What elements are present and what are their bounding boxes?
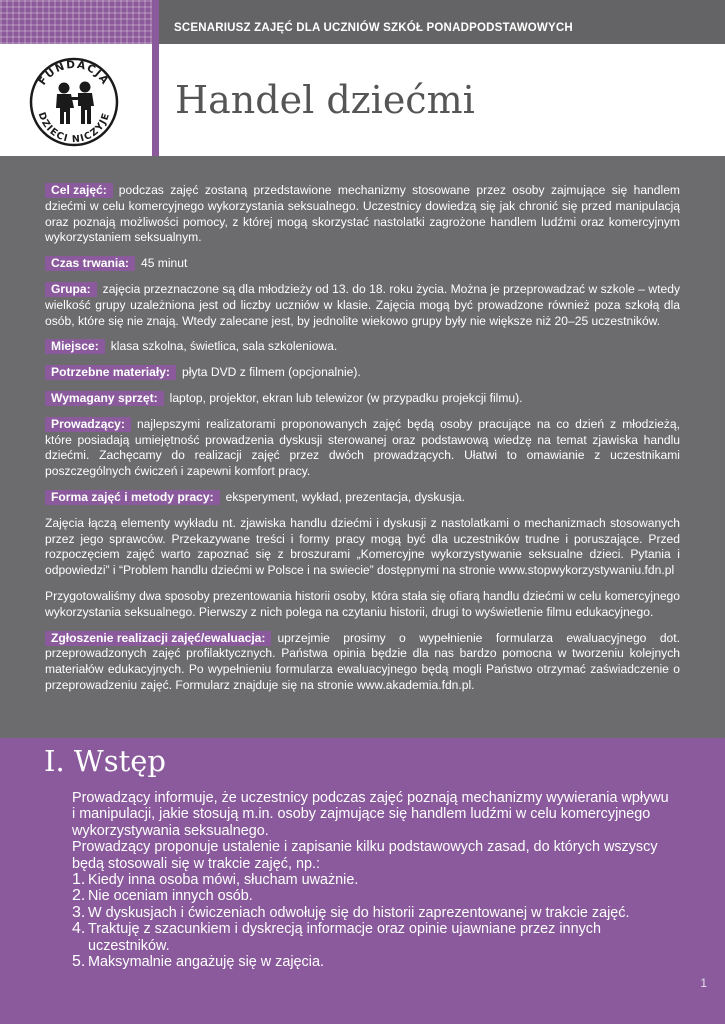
- list-item: [72, 921, 672, 954]
- czas-text: 45 minut: [140, 256, 188, 271]
- rule-number: 4.: [72, 920, 86, 938]
- cel-label: Cel zajęć:: [45, 183, 113, 198]
- sprzet-text: laptop, projektor, ekran lub telewizor (w przypadku projekcji filmu).: [169, 390, 523, 405]
- list-item: [72, 954, 672, 970]
- wstep-intro-1: Prowadzący informuje, że uczestnicy podczas zajęć poznają mechanizmy wywierania wpływu i manipulacji, jakie stosują m.in. osoby zajmujące się handlem ludźmi w celu komercyjnego wykorzystywania seksualnego.: [72, 790, 669, 839]
- sprzet-label: Wymagany sprzęt:: [45, 391, 164, 406]
- list-item: [72, 872, 672, 888]
- zgloszenie-text: uprzejmie prosimy o wypełnienie formularza ewaluacyjnego dot. przeprowadzonych zajęć profilaktycznych. Państwa opinia będzie dla nas bardzo pomocna w tworzeniu kolejnych materiałów edukacyjnych. Po wypełnieniu formularza ewaluacyjnego będą mogli Państwo otrzymać zaświadczenie o przeprowadzeniu zajęć. Formularz znajduje się na stronie www.akademia.fdn.pl.: [45, 630, 680, 692]
- logo-children-icon: [56, 82, 94, 125]
- miejsce-paragraph: [45, 339, 680, 355]
- grupa-label: Grupa:: [45, 282, 97, 297]
- forma-text: eksperyment, wykład, prezentacja, dyskusja.: [225, 489, 465, 504]
- page-number: 1: [700, 976, 707, 990]
- info-section: [0, 156, 725, 738]
- forma-label: Forma zajęć i metody pracy:: [45, 490, 220, 505]
- czas-paragraph: [45, 256, 680, 272]
- rule-text: W dyskusjach i ćwiczeniach odwołuję się do historii zaprezentowanej w trakcie zajęć.: [88, 904, 630, 921]
- header-subtitle: SCENARIUSZ ZAJĘĆ DLA UCZNIÓW SZKÓŁ PONADPODSTAWOWYCH: [174, 22, 573, 34]
- list-item: [72, 888, 672, 904]
- cel-paragraph: [45, 183, 680, 246]
- intro-paragraph: Zajęcia łączą elementy wykładu nt. zjawiska handlu dziećmi i dyskusji z nastolatkami o mechanizmach stosowanych przez jego sprawców. Przekazywane treści i formy pracy mogą być dla uczestników trudne i poruszające. Przed rozpoczęciem zajęć warto zapoznać się z broszurami „Komercyjne wykorzystywanie seksualne dzieci. Pytania i odpowiedzi” i “Problem handlu dziećmi w Polsce i na swiecie” dostępnymi na stronie www.stopwykorzystywaniu.fdn.pl: [45, 515, 680, 578]
- header-accent-bar: [152, 0, 159, 156]
- forma-paragraph: [45, 490, 680, 506]
- sprzet-paragraph: [45, 391, 680, 407]
- rules-list: [72, 872, 672, 970]
- czas-label: Czas trwania:: [45, 256, 135, 271]
- methods-paragraph: Przygotowaliśmy dwa sposoby prezentowania historii osoby, która stała się ofiarą handlu dziećmi w celu komercyjnego wykorzystania seksualnego. Pierwszy z nich polega na czytaniu historii, drugi to wyświetlenie filmu edukacyjnego.: [45, 588, 680, 619]
- prowadzacy-text: najlepszymi realizatorami proponowanych zajęć będą osoby pracujące na co dzień z młodzieżą, które posiadają umiejętność prowadzenia dyskusji sterowanej oraz podstawową wiedzę na temat zjawiska handlu dziećmi. Zachęcamy do realizacji zajęć przez dwóch prowadzących. Ułatwi to omawianie z uczestnikami poszczególnych ćwiczeń i zapewni komfort pracy.: [45, 416, 680, 479]
- header-pattern: [0, 0, 152, 44]
- materialy-text: płyta DVD z filmem (opcjonalnie).: [181, 365, 361, 380]
- zgloszenie-label: Zgłoszenie realizacji zajęć/ewaluacja:: [45, 631, 271, 646]
- logo-text-bottom: DZIECI NICZYJE: [35, 110, 113, 146]
- wstep-body: [72, 790, 672, 970]
- zgloszenie-paragraph: [45, 631, 680, 694]
- materialy-label: Potrzebne materiały:: [45, 365, 176, 380]
- rule-number: 2.: [72, 887, 86, 905]
- miejsce-text: klasa szkolna, świetlica, sala szkoleniowa.: [110, 339, 338, 354]
- grupa-paragraph: [45, 282, 680, 329]
- rule-text: Nie oceniam innych osób.: [88, 888, 253, 905]
- rule-number: 1.: [72, 871, 86, 889]
- rule-number: 3.: [72, 903, 86, 921]
- fundacja-logo: [28, 56, 120, 148]
- header-bar: [0, 0, 725, 44]
- logo-text-top: FUNDACJA: [36, 58, 112, 88]
- rule-text: Maksymalnie angażuję się w zajęcia.: [88, 954, 324, 971]
- wstep-heading: I. Wstęp: [44, 744, 166, 778]
- rule-text: Kiedy inna osoba mówi, słucham uważnie.: [88, 872, 359, 889]
- rule-text: Traktuję z szacunkiem i dyskrecją informacje oraz opinie ujawniane przez innych uczestników.: [88, 921, 601, 954]
- miejsce-label: Miejsce:: [45, 339, 105, 354]
- grupa-text: zajęcia przeznaczone są dla młodzieży od 13. do 18. roku życia. Można je przeprowadzać w szkole – wtedy wielkość grupy uzależniona jest od liczby uczniów w klasie. Zajęcia mogą być prowadzone również poza szkołą dla osób, które się nie znają. Wtedy zalecane jest, by jednolite wiekowo grupy były nie większe niż 20–25 uczestników.: [45, 281, 680, 328]
- prowadzacy-paragraph: [45, 417, 680, 480]
- cel-text: podczas zajęć zostaną przedstawione mechanizmy stosowane przez osoby zajmujące się handlem dziećmi w celu komercyjnego wykorzystania seksualnego. Uczestnicy dowiedzą się jak chronić się przed manipulacją oraz poznają możliwości pomocy, z której mogą skorzystać nastolatki zagrożone handlem ludźmi oraz komercyjnym wykorzystaniem seksualnym.: [45, 183, 680, 245]
- svg-text:DZIECI NICZYJE: [36, 111, 113, 145]
- rule-number: 5.: [72, 953, 86, 971]
- list-item: [72, 905, 672, 921]
- page-title: Handel dziećmi: [175, 78, 475, 122]
- wstep-intro-2: Prowadzący proponuje ustalenie i zapisanie kilku podstawowych zasad, do których wszyscy będą stosowali się w trakcie zajęć, np.:: [72, 839, 658, 872]
- materialy-paragraph: [45, 365, 680, 381]
- wstep-section: [0, 738, 725, 1024]
- svg-text:FUNDACJA: [36, 59, 111, 88]
- prowadzacy-label: Prowadzący:: [45, 417, 131, 432]
